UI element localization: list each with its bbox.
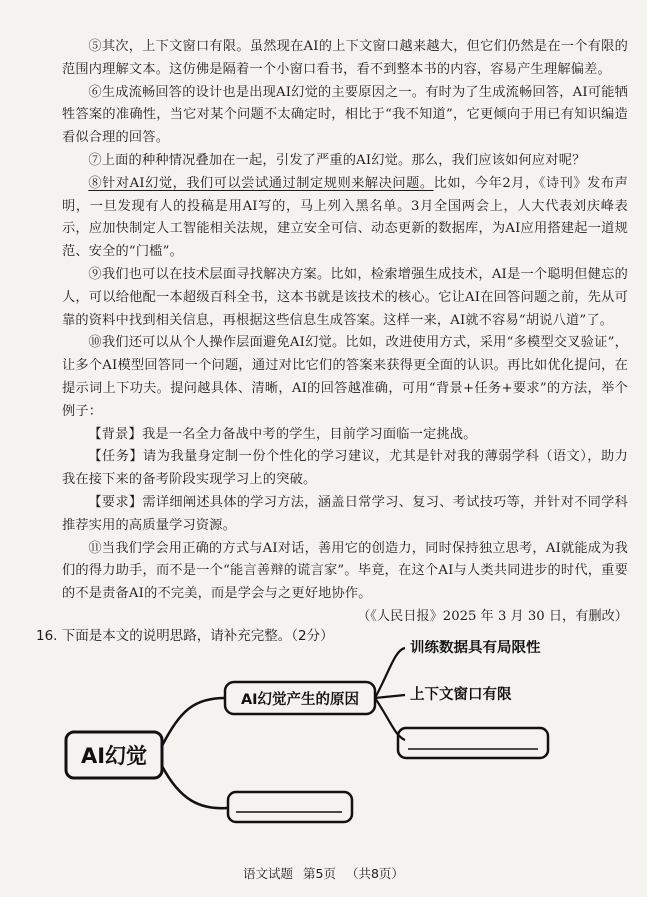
footer-subject: 语文试题 bbox=[243, 866, 294, 881]
connector-root-blank bbox=[162, 766, 228, 808]
article-source: （《人民日报》2025 年 3 月 30 日，有删改） bbox=[357, 608, 628, 624]
page-footer bbox=[0, 864, 647, 882]
paragraph-10: ⑩我们还可以从个人操作层面避免AI幻觉。比如，改进使用方式，采用“多模型交叉验证”，让多个AI模型回答同一个问题，通过对比它们的答案来获得更全面的认识。再比如优化提问，在提示词上下功夫。提问越具体、清晰，AI的回答越准确，可用“背景+任务+要求”的方法，举个例子： bbox=[62, 335, 628, 419]
paragraph-8 bbox=[62, 173, 628, 264]
prompt-task: 【任务】请为我量身定制一份个性化的学习建议，尤其是针对我的薄弱学科（语文），助力我在接下来的备考阶段实现学习上的突破。 bbox=[62, 449, 628, 488]
article-body bbox=[62, 36, 628, 629]
mindmap-root-label: AI幻觉 bbox=[80, 744, 148, 768]
connector-cause-leaf-1 bbox=[375, 648, 405, 698]
mindmap-leaf-1-label: 训练数据具有局限性 bbox=[410, 640, 541, 656]
paragraph-7: ⑦上面的种种情况叠加在一起，引发了严重的AI幻觉。那么，我们应该如何应对呢？ bbox=[88, 152, 586, 168]
mindmap-blank-cause-box bbox=[398, 728, 548, 758]
paragraph-8-underlined-sentence: ⑧针对AI幻觉，我们可以尝试通过制定规则来解决问题。 bbox=[88, 175, 434, 191]
paragraph-8-rest: 比如，今年2月，《诗刊》发布声明，一旦发现有人的投稿是用AI写的，马上列入黑名单。3月全国两会上，人大代表刘庆峰表示，应加快制定人工智能相关法规，建立安全可信、动态更新的数据库，为AI应用搭建起一道规范、安全的“门槛”。 bbox=[62, 175, 628, 260]
connector-cause-leaf-2 bbox=[375, 695, 405, 698]
prompt-background: 【背景】我是一名全力备战中考的学生，目前学习面临一定挑战。 bbox=[88, 426, 477, 442]
paragraph-5: ⑤其次，上下文窗口有限。虽然现在AI的上下文窗口越来越大，但它们仍然是在一个有限的范围内理解文本。这仿佛是隔着一个小窗口看书，看不到整本书的内容，容易产生理解偏差。 bbox=[62, 39, 628, 77]
mindmap-blank-bottom-box bbox=[228, 792, 352, 822]
paragraph-9: ⑨我们也可以在技术层面寻找解决方案。比如，检索增强生成技术，AI是一个聪明但健忘的人，可以给他配一本超级百科全书，这本书就是该技术的核心。它让AI在回答问题之前，先从可靠的资料中找到相关信息，再根据这些信息生成答案。这样一来，AI就不容易“胡说八道”了。 bbox=[62, 266, 628, 328]
mindmap-diagram bbox=[60, 640, 640, 850]
mindmap-leaf-2-label: 上下文窗口有限 bbox=[410, 687, 512, 703]
paragraph-11: ⑪当我们学会用正确的方式与AI对话，善用它的创造力，同时保持独立思考，AI就能成为我们的得力助手，而不是一个“能言善辩的谎言家”。毕竟，在这个AI与人类共同进步的时代，重要的不是责备AI的不完美，而是学会与之更好地协作。 bbox=[62, 540, 628, 602]
footer-page-number: 第5页 bbox=[303, 866, 336, 881]
prompt-requirement: 【要求】需详细阐述具体的学习方法，涵盖日常学习、复习、考试技巧等，并针对不同学科推荐实用的高质量学习资源。 bbox=[62, 494, 628, 533]
mindmap-cause-label: AI幻觉产生的原因 bbox=[240, 692, 360, 708]
paragraph-6: ⑥生成流畅回答的设计也是出现AI幻觉的主要原因之一。有时为了生成流畅回答，AI可能牺牲答案的准确性，当它对某个问题不太确定时，相比于“我不知道”，它更倾向于用已有知识编造看似合理的回答。 bbox=[62, 84, 628, 146]
connector-root-cause bbox=[162, 698, 225, 746]
question-16: 16. 下面是本文的说明思路，请补充完整。（2分） bbox=[36, 628, 334, 644]
footer-total-pages: （共8页） bbox=[345, 866, 404, 881]
connector-cause-leaf-3 bbox=[375, 698, 405, 740]
